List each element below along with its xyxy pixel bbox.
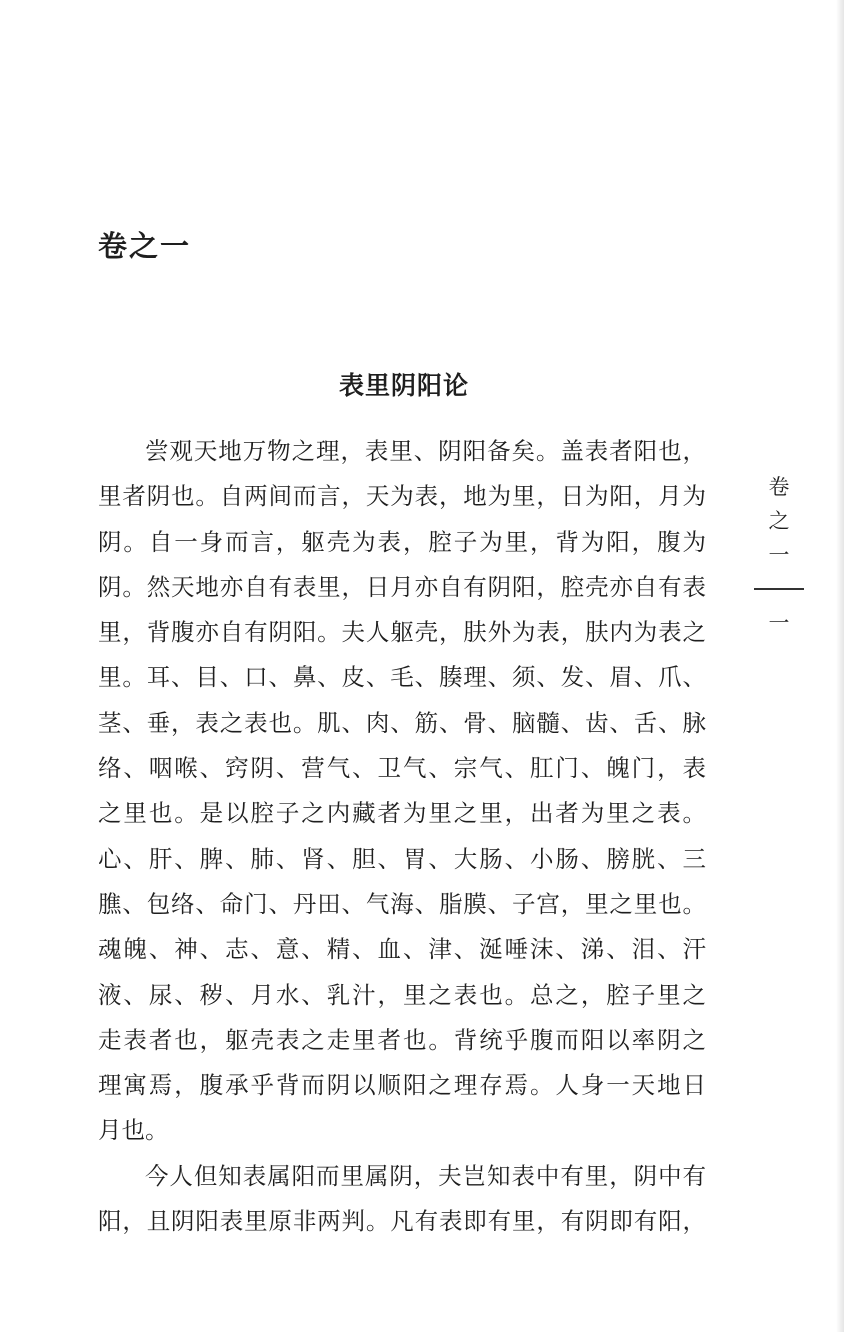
text-line: 膲、包络、命门、丹田、气海、脂膜、子宫，里之里也。 [98, 889, 706, 918]
text-line: 心、肝、脾、肺、肾、胆、胃、大肠、小肠、膀胱、三 [98, 844, 706, 873]
text-line: 里。耳、目、口、鼻、皮、毛、腠理、须、发、眉、爪、 [98, 663, 706, 692]
text-line: 里者阴也。自两间而言，天为表，地为里，日为阳，月为 [98, 482, 706, 511]
body-text [98, 429, 706, 1244]
text-line: 魂魄、神、志、意、精、血、津、涎唾沫、涕、泪、汗 [98, 935, 706, 964]
text-line: 液、尿、秽、月水、乳汁，里之表也。总之，腔子里之 [98, 980, 706, 1009]
text-line: 里，背腹亦自有阴阳。夫人躯壳，肤外为表，肤内为表之 [98, 618, 706, 647]
chapter-title: 卷之一 [98, 229, 192, 263]
side-chapter-tab [751, 470, 807, 640]
text-line: 之里也。是以腔子之内藏者为里之里，出者为里之表。 [98, 799, 706, 828]
page-number: 一 [768, 610, 790, 635]
section-title: 表里阴阳论 [338, 371, 469, 400]
text-line: 理寓焉，腹承乎背而阴以顺阳之理存焉。人身一天地日 [98, 1071, 706, 1100]
text-line: 月也。 [98, 1116, 169, 1145]
text-line: 今人但知表属阳而里属阴，夫岂知表中有里，阴中有 [145, 1161, 706, 1190]
side-tab-char: 一 [768, 543, 790, 567]
side-tab-char: 之 [768, 509, 790, 533]
text-line: 阳，且阴阳表里原非两判。凡有表即有里，有阴即有阳， [98, 1207, 706, 1236]
text-line: 络、咽喉、窍阴、营气、卫气、宗气、肛门、魄门，表 [98, 754, 706, 783]
text-line: 阴。自一身而言，躯壳为表，腔子为里，背为阳，腹为 [98, 527, 706, 556]
side-tab-divider [754, 588, 804, 590]
page-edge-shadow [836, 0, 844, 1332]
text-line: 茎、垂，表之表也。肌、肉、筋、骨、脑髓、齿、舌、脉 [98, 708, 706, 737]
text-line: 阴。然天地亦自有表里，日月亦自有阴阳，腔壳亦自有表 [98, 572, 706, 601]
side-tab-char: 卷 [768, 475, 790, 499]
text-line: 尝观天地万物之理，表里、阴阳备矣。盖表者阳也， [145, 437, 706, 465]
text-line: 走表者也，躯壳表之走里者也。背统乎腹而阳以率阴之 [98, 1025, 706, 1054]
